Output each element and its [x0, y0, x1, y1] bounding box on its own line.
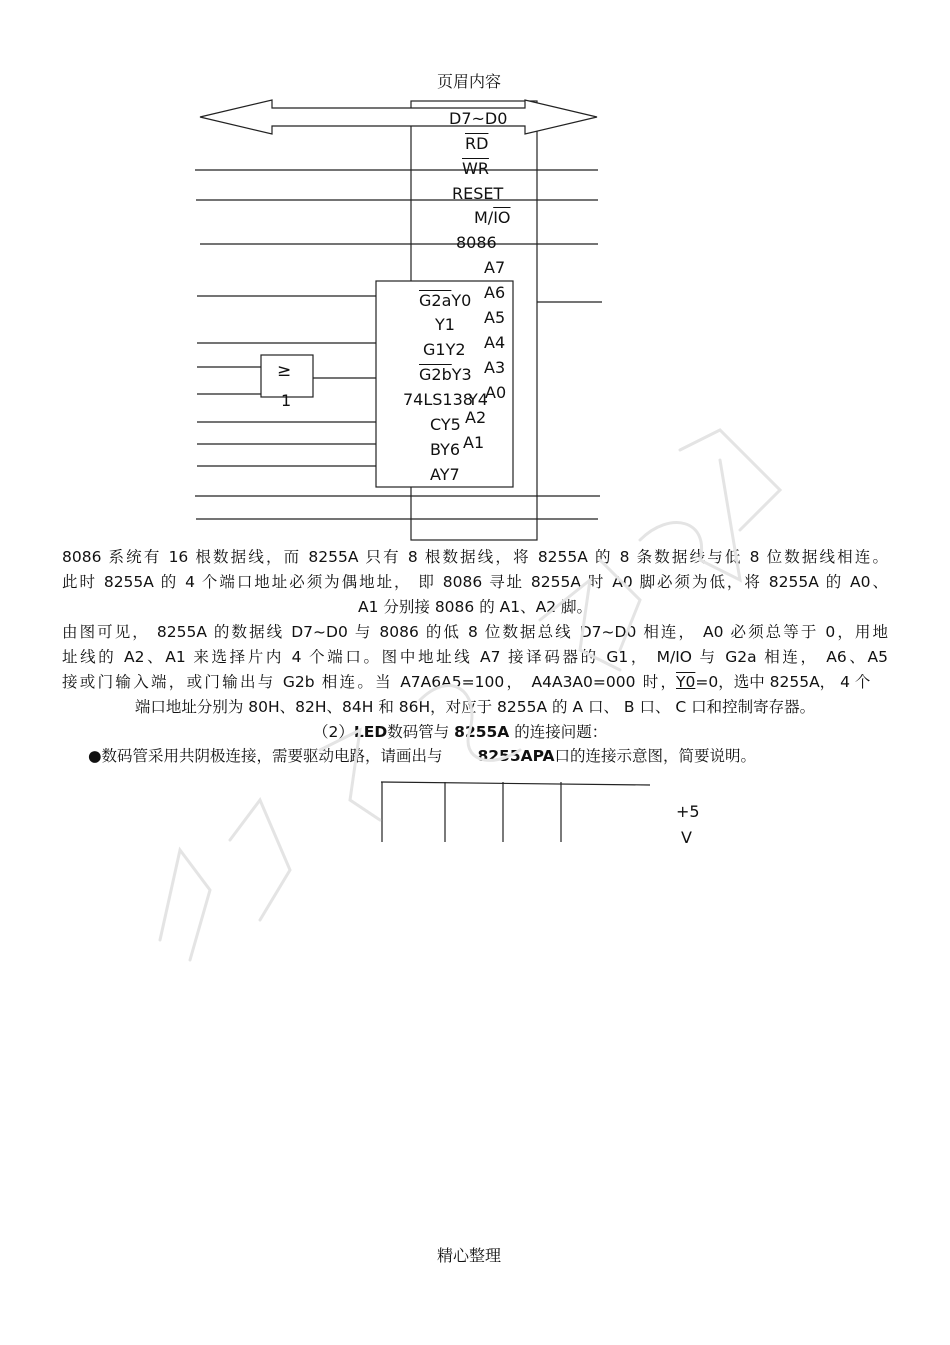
heading-mid: 数码管与	[387, 723, 455, 741]
label-by6: BY6	[430, 440, 461, 459]
label-g2b: G2b	[419, 365, 452, 384]
heading-bold-led: LED	[353, 723, 388, 741]
label-d7d0: D7~D0	[449, 109, 508, 128]
label-y4: Y4	[468, 390, 488, 409]
bullet-pre: ●数码管采用共阴极连接，需要驱动电路，请画出与	[88, 747, 448, 765]
label-mio	[474, 209, 511, 227]
label-g2a-y0	[419, 292, 471, 310]
bullet-question	[88, 744, 756, 769]
label-a5: A5	[484, 308, 506, 327]
or-gate-symbol: ≥	[277, 361, 292, 381]
label-y1: Y1	[435, 315, 455, 334]
bullet-bold: 8255APA	[477, 747, 555, 765]
label-wr: $\overline{WR}$	[462, 159, 489, 178]
label-reset: RESET	[452, 184, 504, 203]
p2-line-1: 由图可见， 8255A 的数据线 D7~D0 与 8086 的低 8 位数据总线 D7~D0 相连， A0 必须总等于 0，用地	[62, 623, 888, 641]
paragraph-1	[62, 545, 888, 620]
p1-line-1: 8086 系统有 16 根数据线，而 8255A 只有 8 根数据线，将 8255A 的 8 条数据线与低 8 位数据线相连。	[62, 548, 888, 566]
paragraph-2	[62, 620, 888, 720]
label-a0: A0	[485, 383, 507, 402]
label-ay7: AY7	[430, 465, 460, 484]
voltage-label-top: +5	[676, 802, 700, 821]
voltage-label-bottom: V	[681, 828, 692, 847]
label-g2b-y3	[419, 366, 472, 384]
or-gate-number: 1	[281, 391, 292, 410]
label-y0: Y0	[451, 291, 472, 310]
label-mio-m: M/	[474, 208, 494, 227]
label-8086: 8086	[456, 233, 497, 252]
label-cy5: CY5	[430, 415, 461, 434]
label-g2a: G2a	[419, 291, 452, 310]
page-header: 页眉内容	[437, 72, 502, 91]
heading-end: 的连接问题：	[509, 723, 608, 741]
heading-num: （2）	[313, 723, 354, 741]
page-footer: 精心整理	[437, 1246, 502, 1265]
label-y3: Y3	[451, 365, 472, 384]
p1-line-2: 此时 8255A 的 4 个端口地址必须为偶地址， 即 8086 寻址 8255A 时 A0 脚必须为低，将 8255A 的 A0、	[62, 573, 888, 591]
bullet-post: 口的连接示意图，简要说明。	[554, 747, 757, 765]
label-a1: A1	[463, 433, 485, 452]
p2-y0: Y0	[676, 673, 696, 691]
p2-line-4: 端口地址分别为 80H、82H、84H 和 86H，对应于 8255A 的 A 口、 B 口、 C 口和控制寄存器。	[134, 698, 816, 716]
section-heading	[313, 720, 607, 745]
label-rd: $\overline{RD}$	[465, 134, 489, 153]
led-diagram-lines	[381, 782, 650, 842]
p2-line-2: 址线的 A2、A1 来选择片内 4 个端口。图中地址线 A7 接译码器的 G1， M/IO 与 G2a 相连， A6、A5	[62, 648, 888, 666]
label-mio-io: $\overline{IO}$	[493, 208, 511, 227]
p2-line-3-tail: =0，选中 8255A， 4 个	[695, 673, 871, 691]
label-74ls138: 74LS138	[403, 390, 473, 409]
p2-line-3	[62, 670, 888, 695]
label-a4: A4	[484, 333, 506, 352]
heading-bold-8255a: 8255A	[454, 723, 510, 741]
label-a7: A7	[484, 258, 506, 277]
label-g1y2: G1Y2	[423, 340, 466, 359]
p2-line-3-a: 接或门输入端，或门输出与 G2b 相连。当 A7A6A5=100， A4A3A0=000 时，	[62, 673, 676, 691]
label-a6: A6	[484, 283, 506, 302]
label-a3: A3	[484, 358, 506, 377]
label-a2: A2	[465, 408, 487, 427]
p1-line-3: A1 分别接 8086 的 A1、A2 脚。	[358, 598, 592, 616]
